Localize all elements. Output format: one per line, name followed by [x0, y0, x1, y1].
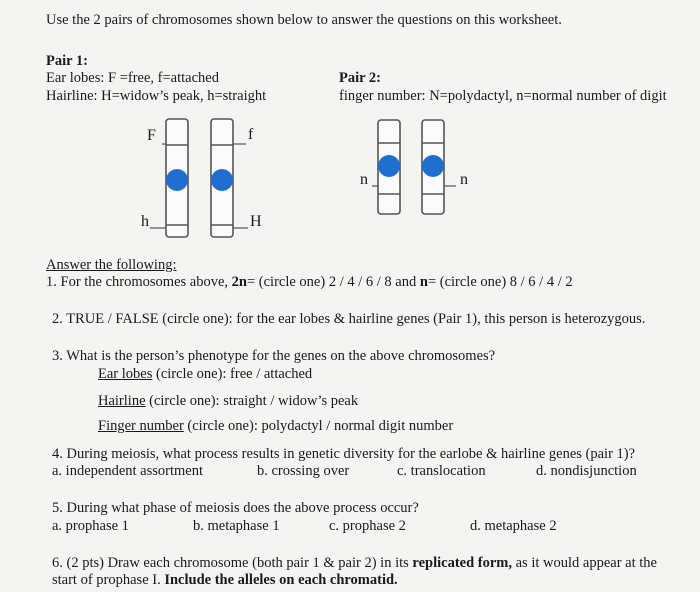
- question-3: 3. What is the person’s phenotype for the genes on the above chromosomes?: [52, 348, 496, 364]
- question-2: 2. TRUE / FALSE (circle one): for the ear lobes & hairline genes (Pair 1), this person is heterozygous.: [52, 311, 646, 327]
- q3-ear-lobes: Ear lobes (circle one): free / attached: [98, 366, 313, 382]
- centromere: [166, 169, 188, 191]
- q3-finger-number: Finger number (circle one): polydactyl / normal digit number: [98, 418, 454, 434]
- q5-option-d: d. metaphase 2: [470, 518, 557, 534]
- pair1-title: Pair 1:: [46, 53, 89, 69]
- q5-option-c: c. prophase 2: [329, 518, 406, 534]
- q4-option-b: b. crossing over: [257, 463, 350, 479]
- allele-label-n-left: n: [360, 171, 368, 188]
- answer-header: Answer the following:: [46, 257, 177, 273]
- pair2-finger-key: finger number: N=polydactyl, n=normal number of digit: [339, 88, 667, 104]
- allele-label-F: F: [147, 127, 156, 144]
- centromere: [378, 155, 400, 177]
- q5-option-b: b. metaphase 1: [193, 518, 280, 534]
- question-4: 4. During meiosis, what process results in genetic diversity for the earlobe & hairline genes (pair 1)?: [52, 446, 636, 462]
- allele-label-H: H: [250, 213, 262, 230]
- question-1: 1. For the chromosomes above, 2n= (circle one) 2 / 4 / 6 / 8 and n= (circle one) 8 / 6 / 4 / 2: [46, 274, 573, 290]
- q4-option-a: a. independent assortment: [52, 463, 203, 479]
- q3-hairline: Hairline (circle one): straight / widow’s peak: [98, 393, 359, 409]
- pair2-title: Pair 2:: [339, 70, 382, 86]
- allele-label-f: f: [248, 126, 254, 143]
- q4-option-c: c. translocation: [397, 463, 486, 479]
- intro-text: Use the 2 pairs of chromosomes shown below to answer the questions on this worksheet.: [46, 12, 562, 28]
- allele-label-n-right: n: [460, 171, 468, 188]
- pair2-chromosome-right: [422, 120, 456, 214]
- pair1-hairline-key: Hairline: H=widow’s peak, h=straight: [46, 88, 267, 104]
- pair1-ear-lobes-key: Ear lobes: F =free, f=attached: [46, 70, 219, 86]
- question-6-line2: start of prophase I. Include the alleles on each chromatid.: [52, 572, 398, 588]
- centromere: [211, 169, 233, 191]
- q4-option-d: d. nondisjunction: [536, 463, 637, 479]
- pair1-chromosome-right: [211, 119, 248, 237]
- question-5: 5. During what phase of meiosis does the above process occur?: [52, 500, 419, 516]
- q5-option-a: a. prophase 1: [52, 518, 129, 534]
- pair2-chromosome-left: [372, 120, 400, 214]
- centromere: [422, 155, 444, 177]
- question-6-line1: 6. (2 pts) Draw each chromosome (both pair 1 & pair 2) in its replicated form, as it would appear at the: [52, 555, 657, 571]
- allele-label-h: h: [141, 213, 149, 230]
